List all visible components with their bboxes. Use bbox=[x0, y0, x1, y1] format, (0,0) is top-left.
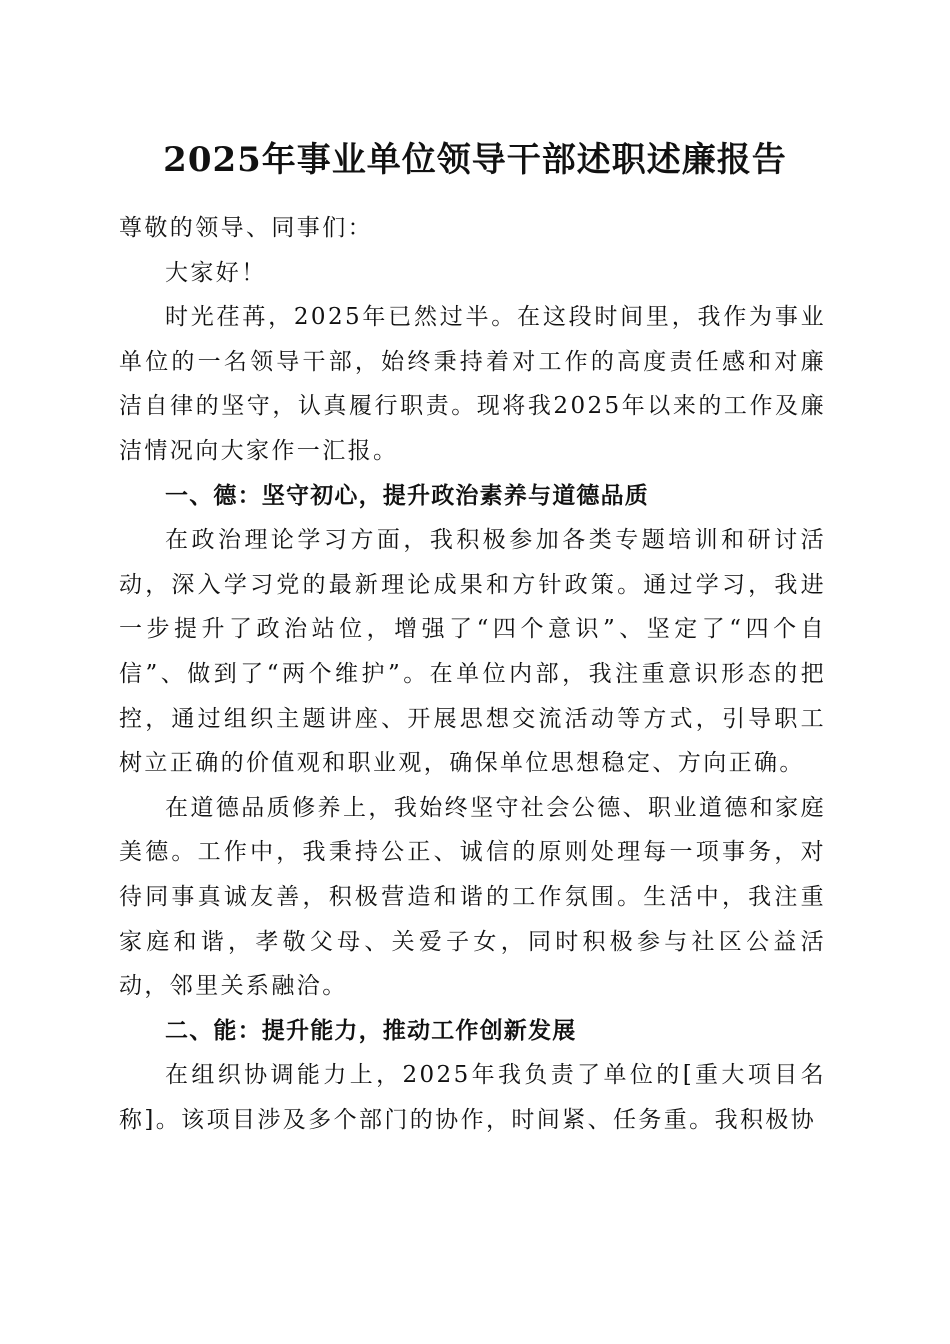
section-heading-neng: 二、能：提升能力，推动工作创新发展 bbox=[165, 1017, 577, 1044]
section-heading-de: 一、德：坚守初心，提升政治素养与道德品质 bbox=[165, 482, 649, 509]
paragraph-political-study: 在政治理论学习方面，我积极参加各类专题培训和研讨活动，深入学习党的最新理论成果和方针政策。通过学习，我进一步提升了政治站位，增强了“四个意识”、坚定了“四个自信”、做到了“两个维护”。在单位内部，我注重意识形态的把控，通过组织主题讲座、开展思想交流活动等方式，引导职工树立正确的价值观和职业观，确保单位思想稳定、方向正确。 bbox=[119, 527, 826, 777]
greeting: 大家好！ bbox=[165, 259, 267, 286]
salutation: 尊敬的领导、同事们： bbox=[119, 215, 373, 241]
paragraph-coordination: 在组织协调能力上，2025年我负责了单位的[重大项目名称]。该项目涉及多个部门的协作，时间紧、任务重。我积极协 bbox=[119, 1062, 826, 1133]
document-title: 2025年事业单位领导干部述职述廉报告 bbox=[163, 140, 787, 180]
paragraph-moral-quality: 在道德品质修养上，我始终坚守社会公德、职业道德和家庭美德。工作中，我秉持公正、诚信的原则处理每一项事务，对待同事真诚友善，积极营造和谐的工作氛围。生活中，我注重家庭和谐，孝敬父母、关爱子女，同时积极参与社区公益活动，邻里关系融洽。 bbox=[119, 794, 826, 1000]
intro-paragraph: 时光荏苒，2025年已然过半。在这段时间里，我作为事业单位的一名领导干部，始终秉持着对工作的高度责任感和对廉洁自律的坚守，认真履行职责。现将我2025年以来的工作及廉洁情况向大家作一汇报。 bbox=[119, 304, 826, 464]
document-body bbox=[119, 206, 826, 1142]
